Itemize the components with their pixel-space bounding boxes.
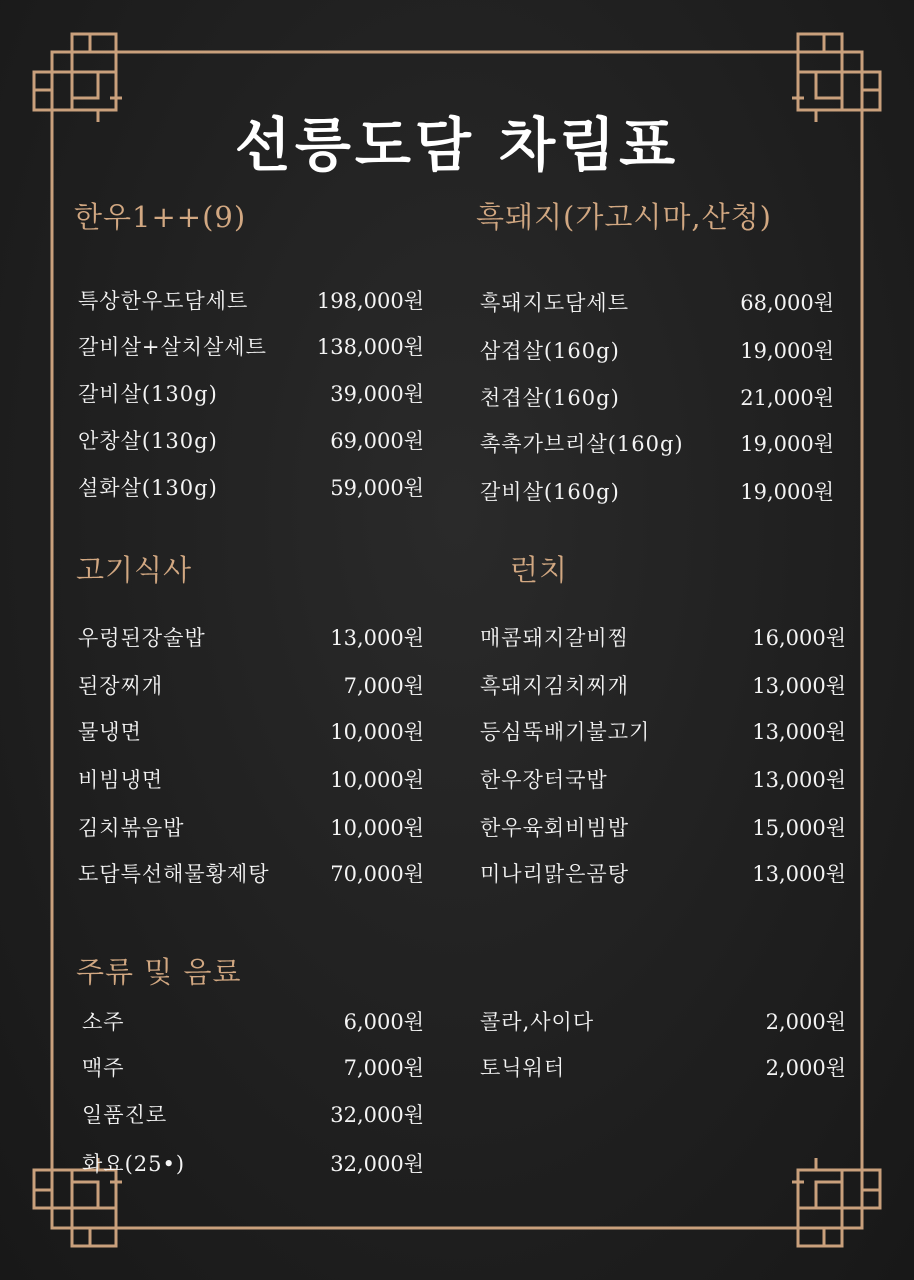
item-price: 32,000원	[330, 1103, 424, 1127]
item-price: 39,000원	[330, 382, 424, 406]
item-price: 13,000원	[752, 768, 846, 792]
item-name: 흑돼지김치찌개	[480, 674, 630, 698]
item-price: 68,000원	[740, 291, 834, 315]
menu-item	[480, 670, 846, 700]
item-price: 69,000원	[330, 429, 424, 453]
item-name: 미나리맑은곰탕	[480, 862, 630, 886]
item-price: 13,000원	[752, 674, 846, 698]
item-name: 특상한우도담세트	[78, 289, 249, 313]
menu-item	[78, 472, 424, 502]
item-price: 13,000원	[752, 720, 846, 744]
item-price: 7,000원	[343, 1056, 424, 1080]
menu-item	[78, 331, 424, 361]
menu-item	[78, 285, 424, 315]
item-name: 우렁된장술밥	[78, 626, 206, 650]
item-price: 19,000원	[740, 339, 834, 363]
menu-item	[78, 812, 424, 842]
item-name: 매콤돼지갈비찜	[480, 626, 630, 650]
item-price: 6,000원	[343, 1010, 424, 1034]
menu-item	[78, 716, 424, 746]
item-name: 토닉워터	[480, 1056, 566, 1080]
menu-item	[480, 764, 846, 794]
item-name: 갈비살+살치살세트	[78, 335, 267, 359]
item-price: 32,000원	[330, 1152, 424, 1176]
section-heading-hanwoo: 한우1++(9)	[74, 200, 247, 234]
menu-item	[78, 764, 424, 794]
menu-item	[82, 1099, 424, 1129]
item-name: 천겹살(160g)	[480, 386, 620, 410]
menu-item	[78, 378, 424, 408]
item-price: 13,000원	[752, 862, 846, 886]
item-price: 10,000원	[330, 768, 424, 792]
corner-ornament-bottom-right	[792, 1158, 880, 1246]
item-name: 일품진로	[82, 1103, 168, 1127]
item-name: 등심뚝배기불고기	[480, 720, 651, 744]
item-name: 촉촉가브리살(160g)	[480, 432, 684, 456]
item-name: 화요(25•)	[82, 1152, 186, 1176]
menu-item	[78, 425, 424, 455]
item-name: 물냉면	[78, 720, 142, 744]
item-name: 갈비살(130g)	[78, 382, 218, 406]
menu-item	[480, 382, 834, 412]
item-price: 15,000원	[752, 816, 846, 840]
menu-item	[82, 1006, 424, 1036]
item-name: 김치볶음밥	[78, 816, 185, 840]
item-price: 19,000원	[740, 432, 834, 456]
item-name: 된장찌개	[78, 674, 164, 698]
item-name: 설화살(130g)	[78, 476, 218, 500]
item-name: 한우육회비빔밥	[480, 816, 630, 840]
item-price: 138,000원	[316, 335, 424, 359]
item-price: 59,000원	[330, 476, 424, 500]
item-price: 10,000원	[330, 720, 424, 744]
item-price: 198,000원	[316, 289, 424, 313]
item-name: 비빔냉면	[78, 768, 164, 792]
menu-item	[480, 858, 846, 888]
menu-item	[480, 287, 834, 317]
item-name: 도담특선해물황제탕	[78, 862, 270, 886]
menu-item	[480, 428, 834, 458]
item-price: 19,000원	[740, 480, 834, 504]
item-price: 2,000원	[765, 1056, 846, 1080]
menu-item	[82, 1148, 424, 1178]
menu-item	[480, 476, 834, 506]
item-price: 10,000원	[330, 816, 424, 840]
menu-item	[78, 622, 424, 652]
item-price: 2,000원	[765, 1010, 846, 1034]
menu-title: 선릉도담 차림표	[234, 111, 680, 179]
item-name: 안창살(130g)	[78, 429, 218, 453]
item-name: 소주	[82, 1010, 125, 1034]
menu-item	[480, 1052, 846, 1082]
item-price: 13,000원	[330, 626, 424, 650]
item-name: 삼겹살(160g)	[480, 339, 620, 363]
menu-item	[480, 716, 846, 746]
menu-item	[480, 1006, 846, 1036]
section-heading-meal: 고기식사	[76, 553, 193, 587]
menu-item	[480, 812, 846, 842]
item-name: 흑돼지도담세트	[480, 291, 630, 315]
item-name: 맥주	[82, 1056, 125, 1080]
section-heading-lunch: 런치	[510, 553, 569, 587]
item-name: 콜라,사이다	[480, 1010, 595, 1034]
item-price: 21,000원	[740, 386, 834, 410]
item-price: 70,000원	[330, 862, 424, 886]
item-price: 16,000원	[752, 626, 846, 650]
menu-item	[480, 622, 846, 652]
menu-item	[480, 335, 834, 365]
section-heading-heukdwaeji: 흑돼지(가고시마,산청)	[476, 200, 772, 234]
item-price: 7,000원	[343, 674, 424, 698]
menu-item	[78, 858, 424, 888]
section-heading-drinks: 주류 및 음료	[76, 955, 242, 989]
item-name: 갈비살(160g)	[480, 480, 620, 504]
menu-item	[82, 1052, 424, 1082]
menu-item	[78, 670, 424, 700]
item-name: 한우장터국밥	[480, 768, 608, 792]
